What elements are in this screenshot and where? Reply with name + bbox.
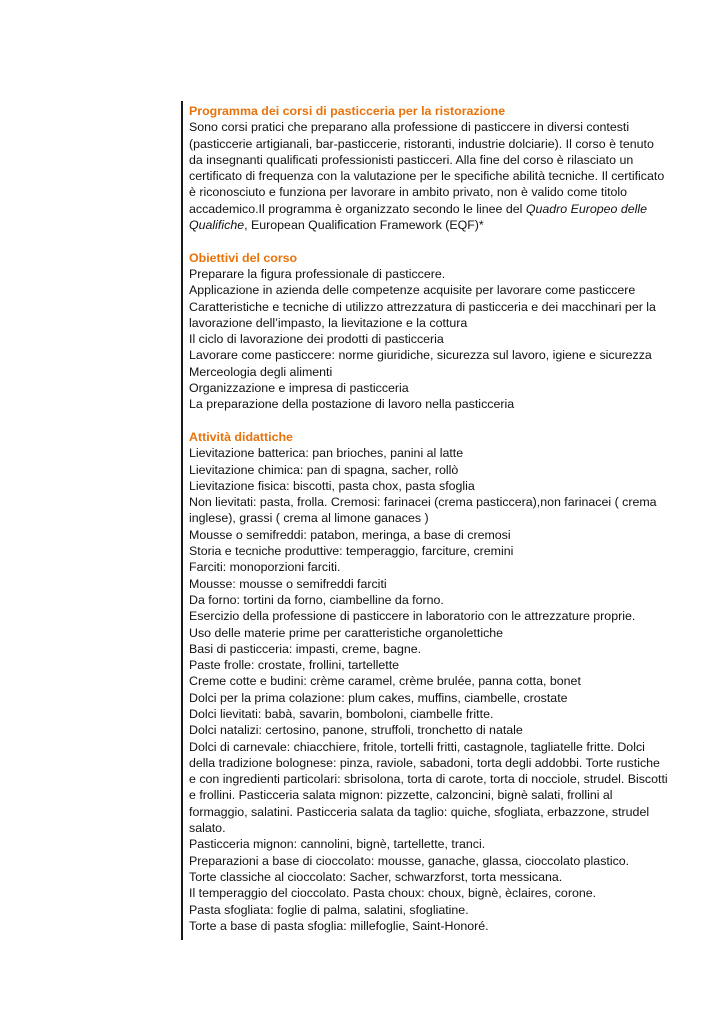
document-body [181,101,669,940]
attivita-item: Farciti: monoporzioni farciti. [189,560,341,575]
obiettivi-item: Organizzazione e impresa di pasticceria [189,381,409,396]
programma-text-before: Sono corsi pratici che preparano alla professione di pasticcere in diversi contesti (pasticcerie artigianali, bar-pasticcerie, ristoranti, industrie dolciarie). Il corso è tenuto da insegnanti qualificati professionisti pasticceri. Alla fine del corso è rilasciato un certificato di frequenza con la valutazione per le specifiche abilità tecniche. Il certificato è riconosciuto e funziona per lavorare in ambito privato, non è valido come titolo accademico.Il programma è organizzato secondo le linee del [189,120,665,216]
obiettivi-item: Caratteristiche e tecniche di utilizzo attrezzatura di pasticceria e dei macchinari per la lavorazione dell’impasto, la lievitazione e la cottura [189,299,656,330]
programma-paragraph [189,119,669,233]
attivita-item: Basi di pasticceria: impasti, creme, bagne. [189,641,422,656]
attivita-item: Storia e tecniche produttive: temperaggio, farciture, cremini [189,544,514,559]
attivita-item: Torte classiche al cioccolato: Sacher, schwarzforst, torta messicana. [189,869,563,884]
attivita-item: Dolci per la prima colazione: plum cakes, muffins, ciambelle, crostate [189,690,568,705]
obiettivi-item: La preparazione della postazione di lavoro nella pasticceria [189,397,515,412]
attivita-item: Non lievitati: pasta, frolla. Cremosi: farinacei (crema pasticcera),non farinacei ( crema inglese), grassi ( crema al limone ganaces ) [189,495,657,526]
attivita-item: Pasta sfogliata: foglie di palma, salatini, sfogliatine. [189,902,469,917]
obiettivi-item: Preparare la figura professionale di pasticcere. [189,266,446,281]
attivita-item: Esercizio della professione di pasticcere in laboratorio con le attrezzature proprie. [189,609,636,624]
attivita-item: Il temperaggio del cioccolato. Pasta choux: choux, bignè, èclaires, corone. [189,886,597,901]
attivita-item: Paste frolle: crostate, frollini, tartellette [189,658,400,673]
section-obiettivi [189,250,669,413]
obiettivi-item: Il ciclo di lavorazione dei prodotti di pasticceria [189,332,444,347]
attivita-item: Lievitazione fisica: biscotti, pasta chox, pasta sfoglia [189,478,475,493]
attivita-item: Lievitazione chimica: pan di spagna, sacher, rollò [189,462,459,477]
attivita-item: Uso delle materie prime per caratteristiche organolettiche [189,625,504,640]
attivita-item: Dolci natalizi: certosino, panone, struffoli, tronchetto di natale [189,723,523,738]
attivita-item: Pasticceria mignon: cannolini, bignè, tartellette, tranci. [189,837,486,852]
attivita-item: Dolci di carnevale: chiacchiere, fritole, tortelli fritti, castagnole, tagliatelle fritte. Dolci della tradizione bolognese: pinza, raviole, sabadoni, torta degli addobbi. Torte rustiche e con ingredienti particolari: sbrisolona, torta di carote, torta di nocciole, strudel. Biscotti e frollini. Pasticceria salata mignon: pizzette, calzoncini, bignè salati, frollini al formaggio, salatini. Pasticceria salata da taglio: quiche, sfogliata, erbazzone, strudel salato. [189,739,668,836]
section-title-attivita: Attività didattiche [189,429,293,444]
attivita-item: Preparazioni a base di cioccolato: mousse, ganache, glassa, cioccolato plastico. [189,853,630,868]
programma-italic-text: Quadro Europeo delle Qualifiche [189,201,648,233]
programma-text-after: , European Qualification Framework (EQF)* [244,218,484,233]
attivita-item: Mousse: mousse o semifreddi farciti [189,576,387,591]
attivita-item: Mousse o semifreddi: patabon, meringa, a base di cremosi [189,527,511,542]
attivita-item: Torte a base di pasta sfoglia: millefoglie, Saint-Honoré. [189,918,489,933]
section-attivita [189,429,669,934]
obiettivi-item: Lavorare come pasticcere: norme giuridiche, sicurezza sul lavoro, igiene e sicurezza [189,348,652,363]
section-title-obiettivi: Obiettivi del corso [189,250,298,265]
attivita-item: Dolci lievitati: babà, savarin, bomboloni, ciambelle fritte. [189,706,494,721]
attivita-item: Da forno: tortini da forno, ciambelline da forno. [189,592,444,607]
section-title-programma: Programma dei corsi di pasticceria per la ristorazione [189,104,506,118]
section-programma [189,103,669,233]
obiettivi-item: Applicazione in azienda delle competenze acquisite per lavorare come pasticcere [189,283,636,298]
attivita-item: Lievitazione batterica: pan brioches, panini al latte [189,446,464,461]
obiettivi-item: Merceologia degli alimenti [189,364,333,379]
attivita-item: Creme cotte e budini: crème caramel, crème brulée, panna cotta, bonet [189,674,581,689]
